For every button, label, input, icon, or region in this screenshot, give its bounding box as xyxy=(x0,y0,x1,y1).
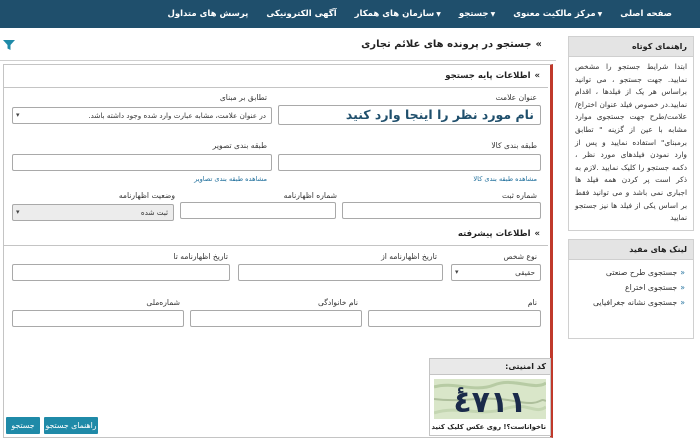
useful-links-title: لینک های مفید xyxy=(569,240,693,260)
top-navbar xyxy=(0,0,700,28)
nav-item-label: صفحه اصلی xyxy=(620,9,672,19)
first-name-input[interactable] xyxy=(368,310,541,327)
captcha-box xyxy=(429,358,551,436)
decl-date-from-input[interactable] xyxy=(238,264,443,281)
chevron-double-left-icon: » xyxy=(534,229,540,239)
caret-down-icon: ▼ xyxy=(436,11,441,18)
filter-icon[interactable] xyxy=(3,40,15,50)
captcha-code: ٔ٤٧١١ xyxy=(453,385,527,419)
section-advanced-heading: »اطلاعات پیشرفته xyxy=(457,229,540,239)
decl-date-to-label: تاریخ اظهارنامه تا xyxy=(173,252,228,261)
section-basic-heading: »اطلاعات پایه جستجو xyxy=(445,71,540,81)
chevron-double-left-icon: » xyxy=(535,39,542,50)
goods-class-link[interactable]: مشاهده طبقه بندی کالا xyxy=(473,175,537,183)
national-id-input[interactable] xyxy=(12,310,184,327)
useful-links-box xyxy=(568,239,694,339)
sidebar xyxy=(568,28,700,438)
image-class-link[interactable]: مشاهده طبقه بندی تصاویر xyxy=(194,175,267,183)
nav-item[interactable] xyxy=(355,9,441,19)
nav-item[interactable] xyxy=(167,9,248,19)
page-title: »جستجو در پرونده های علائم تجاری xyxy=(361,39,542,50)
captcha-title: کد امنیتی: xyxy=(430,359,550,375)
chevron-down-icon: ▾ xyxy=(16,111,20,119)
first-name-label: نام xyxy=(527,298,537,307)
reg-number-input[interactable] xyxy=(342,202,541,219)
short-guide-title: راهنمای کوتاه xyxy=(569,37,693,57)
search-help-button[interactable]: راهنمای جستجو xyxy=(44,417,98,434)
chevron-double-left-icon: « xyxy=(680,268,685,277)
useful-link[interactable] xyxy=(577,265,685,280)
search-form xyxy=(3,64,553,438)
short-guide-text: ابتدا شرایط جستجو را مشخص نمایید. جهت جستجو ، می توانید براساس هر یک از فیلدها ، اقدام نمایید.در خصوص فیلد عنوان اختراع/علامت/طرح جهت جستجوی موارد مشابه با عین از گزینه " تطابق برمبنای" استفاده نمایید و پس از وارد نمودن فیلدهای مورد نظر ، دکمه جستجو را کلیک نمایید .لازم به ذکر است پر کردن همه فیلد ها اجباری نمی باشد و می توانید فقط بر اساس یکی از فیلد ها نیز جستجو نمایید xyxy=(575,62,687,223)
national-id-label: شماره‌ملی xyxy=(146,298,180,307)
goods-class-input[interactable] xyxy=(278,154,541,171)
useful-link-label: جستجوی اختراع xyxy=(624,283,678,292)
nav-item-label: آگهی الکترونیکی xyxy=(266,9,337,19)
caret-down-icon: ▼ xyxy=(597,11,603,18)
image-class-input[interactable] xyxy=(12,154,272,171)
chevron-double-left-icon: « xyxy=(680,283,685,292)
useful-link[interactable] xyxy=(577,280,685,295)
chevron-double-left-icon: » xyxy=(534,71,540,81)
match-by-select[interactable] xyxy=(12,107,272,124)
person-type-label: نوع شخص xyxy=(503,252,537,261)
decl-date-from-label: تاریخ اظهارنامه از xyxy=(381,252,437,261)
captcha-image[interactable] xyxy=(434,379,546,419)
nav-item-label: جستجو xyxy=(458,9,489,19)
decl-number-input[interactable] xyxy=(180,202,336,219)
mark-title-input[interactable]: نام مورد نظر را اینجا وارد کنید xyxy=(278,105,541,125)
nav-item-label: پرسش های متداول xyxy=(167,9,249,19)
last-name-input[interactable] xyxy=(190,310,362,327)
useful-links-list xyxy=(569,260,693,315)
short-guide-box xyxy=(568,36,694,231)
useful-link-label: جستجوی نشانه جغرافیایی xyxy=(592,298,678,307)
nav-item[interactable] xyxy=(513,9,602,19)
match-by-label: تطابق بر مبنای xyxy=(219,93,267,102)
decl-status-value: ثبت شده xyxy=(140,208,168,217)
image-class-label: طبقه بندی تصویر xyxy=(212,141,267,150)
goods-class-label: طبقه بندی کالا xyxy=(491,141,537,150)
decl-status-label: وضعیت اظهارنامه xyxy=(118,191,175,200)
nav-menu xyxy=(0,0,700,28)
nav-item-label: مرکز مالکیت معنوی xyxy=(513,9,596,19)
last-name-label: نام خانوادگی xyxy=(317,298,358,307)
useful-link-label: جستجوی طرح صنعتی xyxy=(605,268,678,277)
nav-item[interactable] xyxy=(620,9,672,19)
useful-link[interactable] xyxy=(577,295,685,310)
reg-number-label: شماره ثبت xyxy=(502,191,537,200)
person-type-value: حقیقی xyxy=(515,268,535,277)
chevron-double-left-icon: « xyxy=(680,298,685,307)
decl-status-select[interactable] xyxy=(12,204,174,221)
title-divider xyxy=(0,60,556,61)
decl-date-to-input[interactable] xyxy=(12,264,230,281)
match-by-value: در عنوان علامت، مشابه عبارت وارد شده وجود داشته باشد. xyxy=(88,111,266,120)
nav-item-label: سازمان های همکار xyxy=(354,9,435,19)
search-button[interactable]: جستجو xyxy=(6,417,40,434)
chevron-down-icon: ▾ xyxy=(16,208,20,216)
section-divider xyxy=(4,87,548,88)
caret-down-icon: ▼ xyxy=(490,11,496,18)
chevron-down-icon: ▾ xyxy=(455,268,459,276)
main-content xyxy=(0,28,560,438)
section-divider xyxy=(4,245,548,246)
nav-item[interactable] xyxy=(266,9,336,19)
mark-title-label: عنوان علامت xyxy=(495,93,537,102)
captcha-hint: ناخواناست؟! روی عکس کلیک کنید xyxy=(431,423,546,431)
decl-number-label: شماره اظهارنامه xyxy=(283,191,337,200)
person-type-select[interactable] xyxy=(451,264,541,281)
nav-item[interactable] xyxy=(459,9,495,19)
